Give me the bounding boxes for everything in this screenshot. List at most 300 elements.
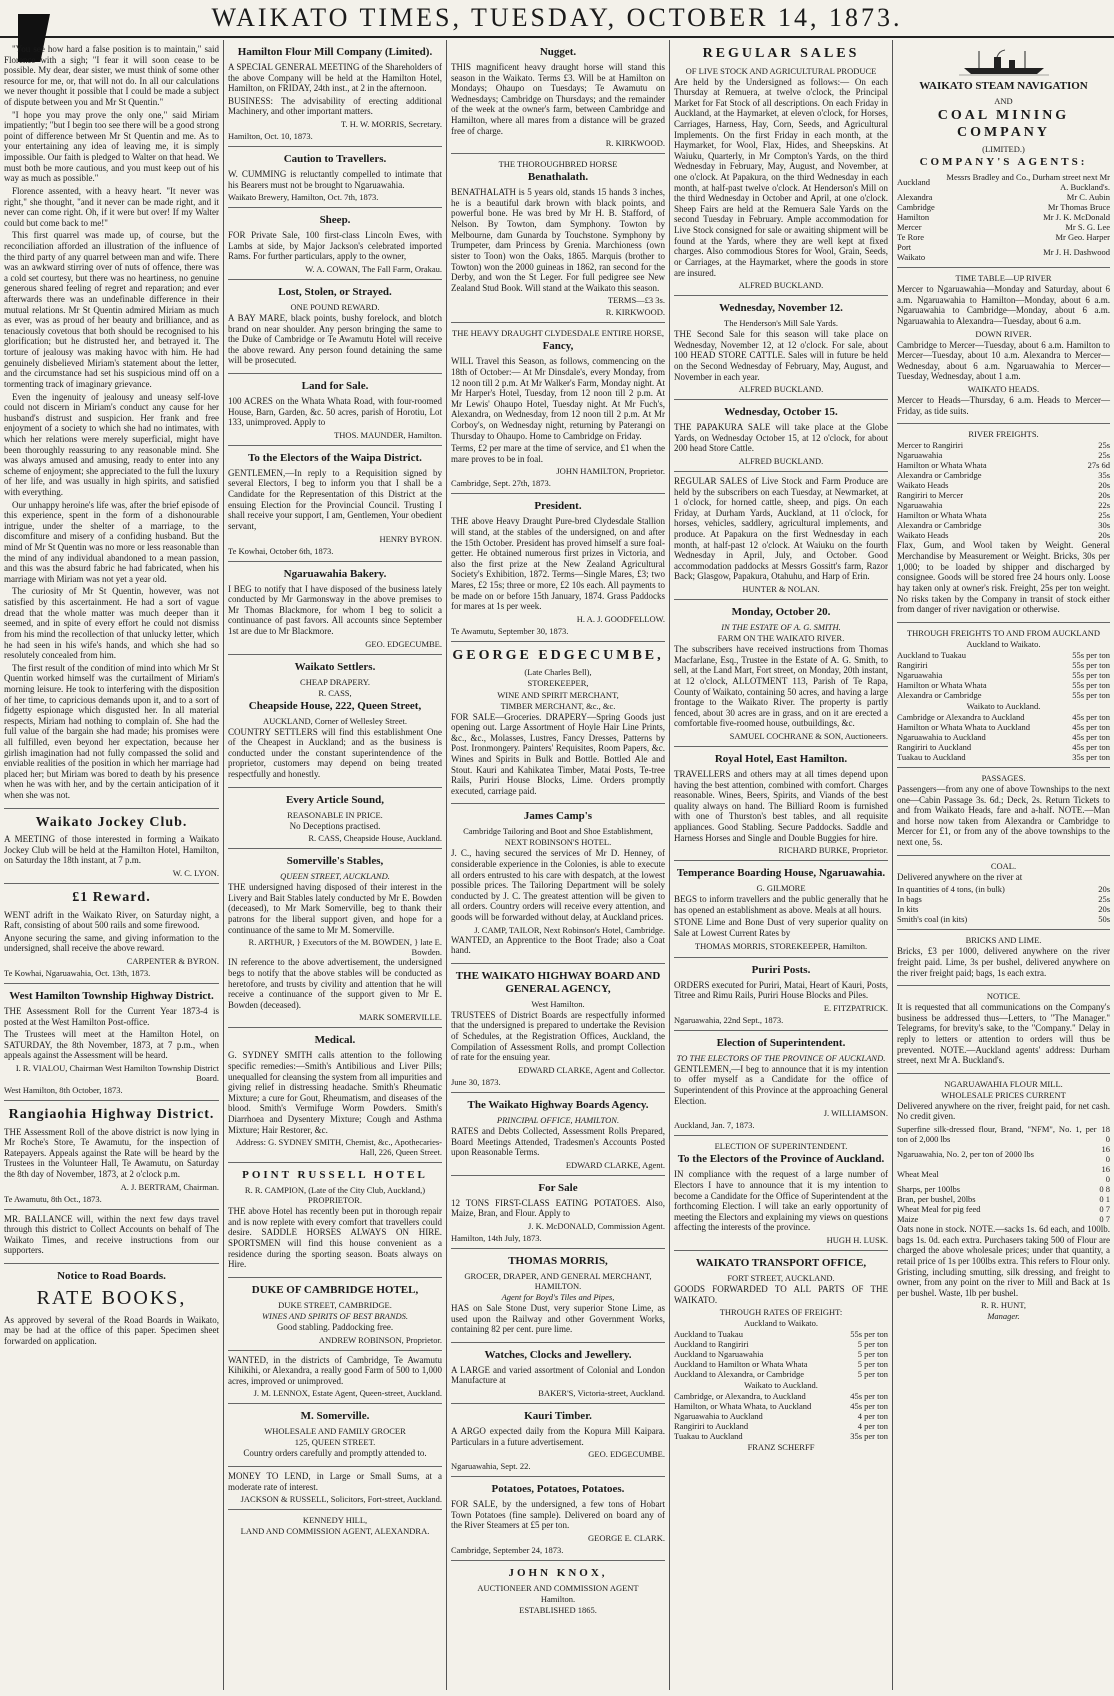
ad-body: The subscribers have received instructions from Thomas Macfarlane, Esq., Trustee in the Estate of A. G. Smith, to sell, at the Land Mart, Fort street, on Monday, 20th instant, at 12 o'clock, ALLOTMENT 113, Parish of Te Rapa, County of Waikato, containing 50 acres, and having a large frontage to the Waikato River. The property is partly fenced, about 30 acres are in grass, and on it are erected a comfortable five-roomed house, outbuildings, &c. xyxy=(674,644,888,729)
ad-heading: Benathalath. xyxy=(527,171,589,184)
table-row xyxy=(674,1359,888,1369)
table-cell-label: Ngaruawahia xyxy=(897,500,943,511)
ad-heading: Watches, Clocks and Jewellery. xyxy=(484,1348,632,1361)
ad-body: FOR SALE—Groceries. DRAPERY—Spring Goods just opening out. Large Assortment of Hoyle Hair Line Prints, &c., &c., Molasses, Lustres, Fancy Dresses, Patterns by Post. Ironmongery. Painters' Requisites, Room Papers, &c. Wines and Spirits in Bulk and Bottle. Bottled Ale and Stout. Kauri and Kahikatea Timber, Matai Posts, Te-tree Rails, Puriri House Blocks, Lime. Orders promptly executed, carriage paid. xyxy=(451,711,665,796)
table-row xyxy=(897,914,1110,924)
ad-body: THE PAPAKURA SALE will take place at the Globe Yards, on Wednesday October 15, at 12 o'clock, for about 200 head Store Cattle. xyxy=(674,422,888,454)
through-freights-table xyxy=(897,650,1110,700)
table-cell-value: 0 7 xyxy=(1099,1214,1110,1225)
table-row xyxy=(897,660,1110,670)
table-cell-value: Mr J. H. Dashwood xyxy=(1043,247,1110,258)
table-cell-value: 22s xyxy=(1098,500,1110,511)
story-paragraph: "You see how hard a false position is to maintain," said Florence with a sigh; "I fear it will soon cease to be possible. My dear, dear sister, we must think of some other resource for me, or, that will not do. In all our calculations we never thought it possible that I could be made a subject of dispute between you and Mr St Quentin." xyxy=(4,44,219,108)
ad-puriri-posts xyxy=(674,958,888,1031)
ad-terms: TERMS—£3 3s. xyxy=(607,295,665,306)
ad-heading: Election of Superintendent. xyxy=(716,1036,846,1049)
ad-body: THE Assessment Roll of the above district is now lying in Mr Roche's Store, Te Awamutu, for the inspection of Ratepayers. Appeals against the Rate will be heard by the Trustees in the Volunteer Hall, Te Awamutu, on Saturday the 8th day of November, 1873, at 2 o'clock p.m. xyxy=(4,1126,219,1180)
ad-signature: CARPENTER & BYRON. xyxy=(126,955,219,966)
ad-jockey-club xyxy=(4,809,219,884)
table-cell-value: 5 per ton xyxy=(857,1349,888,1360)
ad-subheading: THROUGH FREIGHTS TO AND FROM AUCKLAND xyxy=(906,627,1101,638)
ad-subheading: COAL. xyxy=(990,860,1017,871)
table-row xyxy=(897,510,1110,520)
ad-subheading: DUKE STREET, CAMBRIDGE. xyxy=(278,1299,392,1310)
ad-body: BEGS to inform travellers and the public generally that he has opened an establishment as above. Meals at all hours. xyxy=(674,894,888,915)
table-cell-label: Alexandra or Cambridge xyxy=(897,520,982,531)
ad-subheading: NEXT ROBINSON'S HOTEL. xyxy=(504,837,612,848)
serial-story xyxy=(4,40,219,809)
ad-sheep xyxy=(228,208,442,280)
table-cell-label: Ngaruawahia, No. 2, per ton of 2000 lbs xyxy=(897,1149,1034,1160)
ad-kauri-timber xyxy=(451,1404,665,1477)
table-cell-label: Hamilton, or Whata Whata, to Auckland xyxy=(674,1401,812,1412)
ad-body: TRAVELLERS and others may at all times depend upon having the best attention, combined with comfort. Charges reasonable. Wines, Beers, Spirits, and Viands of the best quality always on hand. The Billiard Room is furnished with one of Thurston's best tables, and all requisite appliances. Good Stabling. Secure Paddocks. Saddle and Harness Horses and Single and Double Buggies for hire. xyxy=(674,768,888,843)
ad-body: Passengers—from any one of above Townships to the next one—Cabin Passage 3s. 6d.; Deck, 2s. Return Tickets to and from Waikato Heads, fare and a-half. NOTE.—Man and horse now taken from Alexandra or Cambridge to Mercer for £1, or from any of the above townships to the next one, 5s. xyxy=(897,783,1110,847)
ad-body: I BEG to notify that I have disposed of the business lately conducted by Mr Garmonsway in the above premises to Mr Thomas Blackmore, for whom I beg to solicit a continuance of past favors. All accounts since September 1st are due to Mr Blackmore. xyxy=(228,583,442,636)
ad-passages xyxy=(897,768,1110,856)
table-row xyxy=(897,680,1110,690)
table-row xyxy=(897,520,1110,530)
ad-signature: J. WILLIAMSON. xyxy=(823,1108,888,1119)
ad-signature: GEORGE E. CLARK. xyxy=(588,1533,665,1544)
ad-date: Hamilton, Oct. 10, 1873. xyxy=(228,131,313,142)
table-cell-label: Te Rore xyxy=(897,232,925,243)
table-cell-label: Sharps, per 100lbs xyxy=(897,1184,961,1195)
ad-potatoes-for-sale xyxy=(451,1176,665,1249)
ad-body: No Deceptions practised. xyxy=(289,820,381,831)
table-row xyxy=(897,752,1110,762)
table-cell-value: 50s xyxy=(1098,914,1110,925)
ad-fancy xyxy=(451,323,665,494)
table-row xyxy=(674,1369,888,1379)
ad-signature: HUNTER & NOLAN. xyxy=(742,584,820,595)
ad-body: GOODS FORWARDED TO ALL PARTS OF THE WAIKATO. xyxy=(674,1283,888,1305)
ad-date: West Hamilton, 8th October, 1873. xyxy=(4,1085,123,1096)
ad-body: Good stabling. Paddocking free. xyxy=(276,1321,394,1332)
ad-date: Cambridge, September 24, 1873. xyxy=(451,1545,564,1556)
table-row xyxy=(897,904,1110,914)
table-cell-value: 5 per ton xyxy=(857,1359,888,1370)
table-row xyxy=(897,894,1110,904)
ad-edgecumbe xyxy=(451,642,665,804)
table-row xyxy=(897,212,1110,222)
ad-subheading: RIVER FREIGHTS. xyxy=(968,429,1039,440)
ad-body: FOR Private Sale, 100 first-class Lincoln Ewes, with Lambs at side, by Major Jackson's celebrated imported Rams. For further particulars, apply to the owner, xyxy=(228,230,442,262)
table-row xyxy=(897,1204,1110,1214)
table-cell-label: Auckland to Rangiriri xyxy=(674,1339,749,1350)
ad-notice xyxy=(897,986,1110,1074)
ad-subheading: AND xyxy=(994,95,1013,106)
table-cell-value: 20s xyxy=(1098,530,1110,541)
ad-date: Ngaruawahia, Sept. 22. xyxy=(451,1461,531,1472)
ad-body: A MEETING of those interested in forming a Waikato Jockey Club will be held at the Hamilton Hotel, Hamilton, on Saturday the 18th instant, at 7 p.m. xyxy=(4,834,219,866)
ad-heading: Notice to Road Boards. xyxy=(57,1270,166,1283)
ad-body: W. CUMMING is reluctantly compelled to intimate that his Bearers must not be brought to Ngaruawahia. xyxy=(228,169,442,190)
ad-body: Oats none in stock. NOTE.—sacks 1s. 6d each, and 100lb. bags 1s. 0d. each extra. Purchasers taking 500 of Flour are charged the above wholesale prices; under that quantity, a retail price of 1s per 100lbs extra. This refers to Flour only. Gristing, including smutting, silk dressing, and freight to owner, from any point on the river to Mill and Back at 1s per bushel. Waste, 1lb per bushel. xyxy=(897,1224,1110,1298)
rate-books-banner: RATE BOOKS, xyxy=(36,1287,187,1310)
table-cell-value: 55s per ton xyxy=(1072,649,1110,660)
table-cell-value: 55s per ton xyxy=(850,1329,888,1340)
ad-highway-agency xyxy=(451,1093,665,1176)
ad-nugget xyxy=(451,40,665,154)
ad-heading: GEORGE EDGECUMBE, xyxy=(452,647,664,663)
ad-heading: Kauri Timber. xyxy=(524,1410,592,1423)
story-paragraph: The first result of the condition of mind into which Mr St Quentin worked himself was the curtailment of Miriam's morning leisure. He took to interfering with the disposition of her time, to capricious demands upon it, and to a sort of fidgetty espionage which disgusted her. In all material respects, Miriam had nothing to complain of. She had the full value of the bargain she had made; his promises were all fulfilled, even beyond her expectation, because her girlish imagination had not fully compassed the solid and enviable realities of the position in which her marriage had placed her; but Miriam was bored to death by his presence when he was with her, and by the certain anticipation of it when she was not. xyxy=(4,662,219,801)
ad-rangiaohia xyxy=(4,1101,219,1210)
ad-subheading: R. CASS, xyxy=(318,687,352,698)
table-cell-label: Alexandra or Cambridge xyxy=(897,689,982,700)
ad-every-article xyxy=(228,788,442,850)
ad-date: Te Kowhai, Ngaruawahia, Oct. 13th, 1873. xyxy=(4,967,151,978)
ad-money xyxy=(228,1467,442,1510)
ad-signature: JACKSON & RUSSELL, Solicitors, Fort-street, Auckland. xyxy=(240,1494,442,1505)
ad-date: Te Awamutu, 8th Oct., 1873. xyxy=(4,1193,102,1204)
ad-subheading: CHEAP DRAPERY. xyxy=(300,676,370,687)
table-cell-label: Superfine silk-dressed flour, Brand, "NFM", No. 1, per ton of 2,000 lbs xyxy=(897,1124,1097,1145)
ad-heading: Every Article Sound, xyxy=(285,793,385,806)
table-cell-label: Alexandra or Cambridge xyxy=(897,470,982,481)
table-row xyxy=(897,1164,1110,1184)
ad-river-freights xyxy=(897,424,1110,622)
table-row xyxy=(897,222,1110,232)
column-3 xyxy=(446,40,669,1690)
ad-body: A BAY MARE, black points, bushy forelock, and blotch brand on near shoulder. Any person bringing the same to the Duke of Cambridge or Te Awamutu Hotel will receive the above reward. Any person found detaining the same will be prosecuted. xyxy=(228,313,442,366)
table-cell-label: Ngaruawahia to Auckland xyxy=(897,731,986,742)
ad-subheading: AUCTIONEER AND COMMISSION AGENT xyxy=(477,1583,639,1594)
ad-body: TRUSTEES of District Boards are respectfully informed that the undersigned is prepared to undertake the Revision of Schedules, at the Registration Offices, Auckland, the Compilation of Assessment Rolls, and prompt Collection of rate for the ensuing year. xyxy=(451,1009,665,1063)
ad-subheading: (Late Charles Bell), xyxy=(524,667,592,678)
table-row xyxy=(674,1349,888,1359)
table-cell-label: Waikato Heads xyxy=(897,530,949,541)
ad-body: IN reference to the above advertisement, the undersigned begs to notify that the above stables will be conducted as heretofore, and trusts by civility and attention that he will receive a continuance of the support given to Mr E. Bowden (deceased). xyxy=(228,957,442,1010)
ad-body: Flax, Gum, and Wool taken by Weight. General Merchandise by Measurement or Weight. Bricks, 30s per 1,000; to be loaded by shipper and discharged by consignee. Goods will be stored free 24 hours only. Loose hay taken only at owner's risk. Freight, 25s per ton weight. No risks taken by the Company in transit of stock either from danger of river navigation or otherwise. xyxy=(897,540,1110,615)
ad-subheading: PRINCIPAL OFFICE, HAMILTON. xyxy=(496,1114,620,1125)
ad-subheading: ELECTION OF SUPERINTENDENT. xyxy=(714,1141,848,1152)
ad-body: THIS magnificent heavy draught horse will stand this season in the Waikato. Terms £3. Will be at Hamilton on Mondays; Ohaupo on Tuesdays; Te Awamutu on Wednesdays; Cambridge on Thursdays; and the remainder of the week at the owner's farm, between Cambridge and Hamilton, where all mares from a distance will be grazed free of charge. xyxy=(451,61,665,136)
ad-kennedy-hill xyxy=(228,1510,442,1542)
table-row xyxy=(897,490,1110,500)
ad-through-freights xyxy=(897,623,1110,768)
flour-prices-table xyxy=(897,1124,1110,1224)
ad-body: As approved by several of the Road Boards in Waikato, may be had at the office of this paper. Specimen sheet forwarded on application. xyxy=(4,1314,219,1346)
ad-signature: R. KIRKWOOD. xyxy=(605,307,665,318)
agents-table xyxy=(897,172,1110,262)
ad-subheading: TIME TABLE—UP RIVER xyxy=(955,273,1052,284)
table-cell-value: 20s xyxy=(1098,884,1110,895)
table-cell-value: 27s 6d xyxy=(1087,460,1110,471)
ad-signature: R. KIRKWOOD. xyxy=(605,138,665,149)
column-2 xyxy=(223,40,446,1690)
ad-subheading: WAIKATO HEADS. xyxy=(967,384,1040,395)
ad-heading: WAIKATO TRANSPORT OFFICE, xyxy=(695,1257,867,1269)
ad-subheading: WHOLESALE AND FAMILY GROCER xyxy=(264,1426,406,1437)
ad-highway-board xyxy=(451,964,665,1093)
ad-heading: Hamilton Flour Mill Company (Limited). xyxy=(237,46,433,58)
story-paragraph: The curiosity of Mr St Quentin, however, was not satisfied by this ascertainment. He had a sort of vague dread that the whole matter was much deeper than it seemed, and in spite of every effort he could not dismiss from his mind the recollection of that unlucky letter, which he had seen in his wife's hands, and which she had so resolutely concealed from him. xyxy=(4,586,219,661)
ad-land xyxy=(228,374,442,446)
ad-signature: I. R. VIALOU, Chairman West Hamilton Township District Board. xyxy=(15,1063,219,1084)
ad-body: A LARGE and varied assortment of Colonial and London Manufacture at xyxy=(451,1364,665,1386)
table-row xyxy=(897,1194,1110,1204)
table-cell-value: 55s per ton xyxy=(1072,689,1110,700)
ad-body: BUSINESS: The advisability of erecting additional Machinery, and other important matters. xyxy=(228,95,442,117)
table-cell-label: Auckland to Hamilton or Whata Whata xyxy=(674,1359,808,1370)
ad-heading: Monday, October 20. xyxy=(731,606,831,619)
table-row xyxy=(897,670,1110,680)
table-row xyxy=(897,202,1110,212)
ad-subheading: The Henderson's Mill Sale Yards. xyxy=(724,318,838,329)
table-row xyxy=(897,1124,1110,1144)
table-row xyxy=(897,690,1110,700)
table-cell-label: Ngaruawahia xyxy=(897,669,943,680)
ad-heading: The Waikato Highway Boards Agency. xyxy=(467,1098,649,1111)
table-cell-value: 55s per ton xyxy=(1072,679,1110,690)
ad-heading: For Sale xyxy=(538,1181,578,1194)
ad-lost xyxy=(228,280,442,374)
table-cell-label: Rangiriri to Mercer xyxy=(897,490,964,501)
ad-signature: BAKER'S, Victoria-street, Auckland. xyxy=(538,1388,665,1399)
ad-body: GENTLEMEN,—I beg to announce that it is my intention to offer myself as a Candidate for the office of Superintendent of this Province at the approaching General Election. xyxy=(674,1063,888,1106)
ad-signature: R. R. HUNT, xyxy=(981,1300,1026,1311)
ad-flour-mill-prices xyxy=(897,1074,1110,1328)
table-row xyxy=(674,1421,888,1431)
ad-heading: To the Electors of the Waipa District. xyxy=(248,451,422,464)
table-cell-value: 0 7 xyxy=(1099,1204,1110,1215)
table-cell-label: Wheat Meal for pig feed xyxy=(897,1204,981,1215)
story-paragraph: Even the ingenuity of jealousy and uneasy self-love could not discern in Miriam's conduct any cause for her husband's distrust and suspicion. Her frank and free enjoyment of a society to which she had no intimates, with which her relations were merely superficial, might have been thoroughly reassuring to any reasonable mind. She was always amused and amusing, ready to enter into any scheme of enjoyment; she appreciated to the full the luxury of her life, and was usually in high spirits, and satisfied with everything. xyxy=(4,391,219,497)
ad-body: HAS on Sale Stone Dust, very superior Stone Lime, as used upon the Railway and other Government Works, containing 82 per cent. pure lime. xyxy=(451,1303,665,1335)
ad-subheading: IN THE ESTATE OF A. G. SMITH. xyxy=(721,622,841,633)
table-cell-value: 20s xyxy=(1098,480,1110,491)
ad-body: THE above Heavy Draught Pure-bred Clydesdale Stallion will stand, at the stables of the undersigned, on and after the 15th October. President has proved himself a sure foal-getter. He obtained numerous first prizes in Victoria, and also the first prize at the New Zealand Agricultural Society's Exhibition, 1872. Terms—Single Mares, £3; two Mares, £2 15s; three or more, £2 10s each. All payments to be made on or before 15th January, 1874. Grass Paddocks for mares at 1s per week. xyxy=(451,516,665,612)
table-row xyxy=(897,242,1110,262)
table-cell-label: Auckland xyxy=(897,177,931,187)
table-cell-value: 20s xyxy=(1098,490,1110,501)
table-row xyxy=(674,1339,888,1349)
ad-body: Bricks, £3 per 1000, delivered anywhere on the river freight paid. Lime, 3s per bushel, delivered anywhere on the river freight paid; bags, 1s each extra. xyxy=(897,946,1110,978)
ad-body: Delivered anywhere on the river, freight paid, for net cash. No credit given. xyxy=(897,1100,1110,1122)
ad-heading: Ngaruawahia Bakery. xyxy=(283,567,387,580)
table-row xyxy=(897,232,1110,242)
ad-body: The Trustees will meet at the Hamilton Hotel, on SATURDAY, the 8th November, 1873, at 7 p.m., when appeals against the Assessment will be heard. xyxy=(4,1029,219,1061)
table-cell-label: Ngaruawahia to Auckland xyxy=(674,1411,763,1422)
table-row xyxy=(897,884,1110,894)
table-row xyxy=(897,172,1110,192)
ad-settlers xyxy=(228,655,442,788)
ad-heading: Caution to Travellers. xyxy=(283,153,387,166)
ad-subheading: ESTABLISHED 1865. xyxy=(519,1605,597,1616)
ad-heading: Lost, Stolen, or Strayed. xyxy=(278,286,392,299)
ad-heading: Cheapside House, 222, Queen Street, xyxy=(248,699,422,712)
ad-transport-office xyxy=(674,1251,888,1458)
ad-duke-cambridge xyxy=(228,1278,442,1351)
table-cell-value: 45s per ton xyxy=(1072,721,1110,732)
ad-body: WILL Travel this Season, as follows, commencing on the 18th of October:— At Mr Dinsdale's, every Monday, from 12 noon till 2 p.m. At Mr Walker's Farm, Monday night. At Mr Harper's Hotel, Tuesday, from 12 noon till 2 p.m. At Mr Lewis' Ohaupo Hotel, Tuesday night. At Mr Fuch's, Alexandra, on Wednesday, from 12 noon till 2 p.m. At Mr Corboy's, on Wednesday night, returning by Paterangi on Thursday to Ohaupo. Home to Cambridge on Friday. xyxy=(451,356,665,441)
ad-date: Te Awamutu, September 30, 1873. xyxy=(451,625,569,636)
transport-rates-table xyxy=(674,1391,888,1441)
table-cell-value: 55s per ton xyxy=(1072,669,1110,680)
ad-subheading: Waikato to Auckland. xyxy=(966,700,1041,711)
table-cell-value: 20s xyxy=(1098,904,1110,915)
ad-body: A SPECIAL GENERAL MEETING of the Shareholders of the above Company will be held at the Hamilton Hotel, Hamilton, on FRIDAY, 24th inst., at 2 in the afternoon. xyxy=(228,61,442,94)
ad-body: BENATHALATH is 5 years old, stands 15 hands 3 inches, he is a beautiful dark brown with black points, and powerful bone. He was bred by Mr H. B. Stafford, of Nelson. By Towton, dam Symphony. Towton by Melbourne, dam Gunarda by Touchstone. Symphony by Trumpeter, dam Princess by Grenia. Marchioness (own sister to Toon) won the Oaks, 1865. Marquis (brother to Towton) won the 2000 guineas in 1862, ran second for the Derby, and won the St Leger. For full pedigree see New Zealand Stud Book. Will stand at the Waikato this season. xyxy=(451,187,665,293)
table-cell-label: In kits xyxy=(897,904,919,915)
ad-heading: Nugget. xyxy=(539,46,577,58)
table-cell-value: 18 0 xyxy=(1101,1124,1110,1145)
ad-date: Waikato Brewery, Hamilton, Oct. 7th, 1873. xyxy=(228,192,379,203)
table-row xyxy=(674,1329,888,1339)
ad-rate-books xyxy=(4,1264,219,1353)
table-cell-label: Cambridge xyxy=(897,202,935,213)
ad-signature: Manager. xyxy=(987,1311,1020,1322)
ad-heading: Medical. xyxy=(314,1034,356,1047)
ad-potatoes xyxy=(451,1477,665,1561)
ad-subheading: QUEEN STREET, AUCKLAND. xyxy=(280,871,390,882)
ad-subheading: WHOLESALE PRICES CURRENT xyxy=(941,1089,1066,1100)
ad-subheading: FORT STREET, AUCKLAND. xyxy=(727,1272,835,1283)
ad-travellers xyxy=(228,147,442,208)
table-cell-label: Rangiriri to Auckland xyxy=(674,1421,749,1432)
ad-heading: THE WAIKATO HIGHWAY BOARD AND GENERAL AGENCY, xyxy=(455,969,661,995)
ad-heading: Waikato Jockey Club. xyxy=(35,814,188,830)
table-cell-value: 5 per ton xyxy=(857,1369,888,1380)
table-row xyxy=(897,500,1110,510)
table-row xyxy=(897,192,1110,202)
ad-subheading: Agent for Boyd's Tiles and Pipes, xyxy=(501,1291,615,1302)
table-cell-value: 45s per ton xyxy=(1072,711,1110,722)
table-row xyxy=(897,650,1110,660)
ad-heading: Royal Hotel, East Hamilton. xyxy=(714,752,848,765)
table-cell-label: Tuakau to Auckland xyxy=(674,1431,743,1442)
ad-body: WANTED, in the districts of Cambridge, Te Awamutu Kihikihi, or Alexandra, a really good Farm of 500 to 1,000 acres, improved or unimproved. xyxy=(228,1354,442,1386)
ad-heading: Somerville's Stables, xyxy=(286,855,384,868)
ad-signature: T. H. W. MORRIS, Secretary. xyxy=(340,119,442,130)
ad-heading: Waikato Settlers. xyxy=(294,660,376,673)
column-1 xyxy=(0,40,223,1690)
ad-heading: Wednesday, November 12. xyxy=(719,302,843,315)
table-row xyxy=(897,470,1110,480)
ad-date: Hamilton, 14th July, 1873. xyxy=(451,1232,542,1243)
ad-body: Are held by the Undersigned as follows:— On each Thursday at Remuera, at twelve o'clock, the Principal Market for Fat Stock of all descriptions. On each Friday in Auckland, at the Haymarket, at eleven o'clock, for Horses, Carriages, Harness, Hay, Corn, Seeds, and Agricultural Implements. On the first Friday in each month, at the Haymarket, for Wool, Flax, Hides, and Sheepskins. At Waiuku, Quarterly, in Mr Compton's Yards, on the third Wednesday in February, May, August, and November, at one o'clock. At Papakura, on the third Wednesday in each month, at half-past twelve o'clock. At Henderson's Mill on the third Wednesday in October and April, at one o'clock. Sheep Fairs are held at the Remuera Sale Yards on the second Tuesday in February. Ample accommodation for Live Stock consigned for sale or awaiting shipment will be found at the Yards, where they are well kept at fixed charges. Also commodious Stores for Wool, Grain, Seeds, or Carriages, at the Haymarket, where the goods in store are insured. xyxy=(674,76,888,278)
ad-signature: E. FITZPATRICK. xyxy=(823,1002,888,1013)
ad-body: STONE Lime and Bone Dust of very superior quality on Sale at Lowest Current Rates by xyxy=(674,917,888,939)
ad-body: RATES and Debts Collected, Assessment Rolls Prepared, Board Meetings Attended, Tradesmen's Accounts Posted upon Reasonable Terms. xyxy=(451,1125,665,1158)
table-cell-value: 25s xyxy=(1098,440,1110,451)
ad-body: GENTLEMEN,—In reply to a Requisition signed by several Electors, I beg to inform you that I shall be a Candidate for the Representation of this District at the ensuing Election for the Provincial Council. Trusting I shall receive your support, I am, Gentlemen, Your obedient servant, xyxy=(228,467,442,531)
ad-date: Ngaruawahia, 22nd Sept., 1873. xyxy=(674,1014,784,1025)
table-cell-value: Messrs Bradley and Co., Durham street next Mr A. Buckland's. xyxy=(946,172,1110,193)
ad-bricks-lime xyxy=(897,930,1110,986)
ad-coal xyxy=(897,856,1110,931)
table-cell-label: In quantities of 4 tons, (in bulk) xyxy=(897,884,1005,895)
ad-signature: R. CASS, Cheapside House, Auckland. xyxy=(308,833,442,844)
table-cell-value: 16 0 xyxy=(1101,1164,1110,1185)
ad-subheading: OF LIVE STOCK AND AGRICULTURAL PRODUCE xyxy=(685,65,877,76)
ad-heading: COAL MINING COMPANY xyxy=(937,107,1070,140)
table-cell-label: Port Waikato xyxy=(897,242,926,263)
table-row xyxy=(897,440,1110,450)
ad-heading: Fancy, xyxy=(542,340,574,353)
table-cell-label: Auckland to Alexandra, or Cambridge xyxy=(674,1369,805,1380)
ad-subheading: NGARUAWAHIA FLOUR MILL. xyxy=(944,1078,1063,1089)
table-cell-label: Wheat Meal xyxy=(897,1169,939,1180)
table-cell-value: 45s per ton xyxy=(850,1391,888,1402)
ad-subheading: WINES AND SPIRITS OF BEST BRANDS. xyxy=(261,1310,409,1321)
ad-body: Cambridge to Mercer—Tuesday, about 6 a.m. Hamilton to Mercer—Tuesday, about 10 a.m. Alexandra to Mercer—Wednesday, about 6 a.m. Ngaruawahia to Mercer—Tuesday, Wednesday, about 1 a.m. xyxy=(897,339,1110,382)
table-cell-value: 35s xyxy=(1098,470,1110,481)
ad-signature: J. M. LENNOX, Estate Agent, Queen-street, Auckland. xyxy=(253,1388,442,1399)
table-cell-value: 4 per ton xyxy=(857,1421,888,1432)
ad-heading: Temperance Boarding House, Ngaruawahia. xyxy=(676,867,886,880)
ad-subheading: GROCER, DRAPER, AND GENERAL MERCHANT, HAMILTON. xyxy=(464,1270,652,1291)
ad-subheading: THE THOROUGHBRED HORSE xyxy=(498,159,618,170)
ad-time-table xyxy=(897,268,1110,424)
ad-body: WANTED, an Apprentice to the Boot Trade; also a Coat hand. xyxy=(451,934,665,956)
table-row xyxy=(674,1431,888,1441)
ad-heading: West Hamilton Township Highway District. xyxy=(9,990,214,1002)
ad-body: Anyone securing the same, and giving information to the undersigned, shall receive the above reward. xyxy=(4,932,219,954)
ad-signature: EDWARD CLARKE, Agent. xyxy=(565,1159,665,1170)
ad-body: COUNTRY SETTLERS will find this establishment One of the Cheapest in Auckland; and as the business is conducted under the constant superintendence of the proprietor, customers may depend on being treated respectfully and honestly. xyxy=(228,726,442,780)
ad-subheading: Hamilton. xyxy=(540,1594,576,1605)
ad-subheading: TIMBER MERCHANT, &c., &c. xyxy=(500,700,616,711)
ad-hunter-nolan xyxy=(674,472,888,600)
ad-ballance xyxy=(4,1210,219,1264)
steamship-icon xyxy=(959,48,1049,76)
ad-subheading: West Hamilton. xyxy=(531,998,585,1009)
ad-subheading: WINE AND SPIRIT MERCHANT, xyxy=(497,689,619,700)
ad-body: 12 TONS FIRST-CLASS EATING POTATOES. Also, Maize, Bran, and Flour. Apply to xyxy=(451,1197,665,1219)
ad-signature: RICHARD BURKE, Proprietor. xyxy=(778,845,888,856)
ad-signature: W. A. COWAN, The Fall Farm, Orakau. xyxy=(305,264,442,275)
ad-james-camp xyxy=(451,804,665,964)
table-cell-value: Mr S. G. Lee xyxy=(1065,222,1110,233)
ad-date: Te Kowhai, October 6th, 1873. xyxy=(228,545,334,556)
table-row xyxy=(897,742,1110,752)
ad-subheading: BRICKS AND LIME. xyxy=(965,935,1042,946)
table-cell-label: Auckland to Tuakau xyxy=(897,649,966,660)
ad-subheading: THE HEAVY DRAUGHT CLYDESDALE ENTIRE HORSE, xyxy=(452,328,664,339)
ad-heading: £1 Reward. xyxy=(72,890,151,906)
ad-watches xyxy=(451,1343,665,1404)
ad-heading: WAIKATO STEAM NAVIGATION xyxy=(919,80,1088,92)
ad-signature: R. ARTHUR, } Executors of the M. BOWDEN, } late E. Bowden. xyxy=(248,937,442,958)
ad-body: WENT adrift in the Waikato River, on Saturday night, a Raft, consisting of about 500 rails and some firewood. xyxy=(4,909,219,931)
ad-body: REGULAR SALES of Live Stock and Farm Produce are held by the subscribers on each Tuesday, at Newmarket, at 1 o'clock, for horned cattle, sheep, and pigs. On each Friday, at Durham Yards, Auckland, at 11 o'clock, for horses, vehicles, saddlery, agricultural implements, and produce. At Papakura on the first Wednesday in each month, at half-past 12 o'clock. At Waiuku on the fourth Wednesday in April, July, and October. Good accommodation paddocks at Messrs Gossitt's farm, Razor Back; Glasgow, Papakura, Otahuhu, and Harp of Erin. xyxy=(674,475,888,582)
ad-point-russell xyxy=(228,1163,442,1278)
table-cell-label: Alexandra xyxy=(897,192,933,203)
ad-body: Country orders carefully and promptly attended to. xyxy=(243,1448,427,1459)
ad-body: FOR SALE, by the undersigned, a few tons of Hobart Town Potatoes (fine sample). Delivered on board any of the River Steamers at £5 per ton. xyxy=(451,1499,665,1531)
ad-thomas-morris xyxy=(451,1249,665,1343)
table-cell-value: 35s per ton xyxy=(1072,751,1110,762)
ad-bakery xyxy=(228,562,442,655)
ad-body: ORDERS executed for Puriri, Matai, Heart of Kauri, Posts, Titree and Rimu Rails, Puriri House Blocks and Piles. xyxy=(674,979,888,1001)
column-4 xyxy=(669,40,892,1690)
table-cell-value: 16 0 xyxy=(1101,1144,1110,1165)
coal-prices-table xyxy=(897,884,1110,924)
table-row xyxy=(897,712,1110,722)
river-freights-table xyxy=(897,440,1110,540)
ad-body: It is requested that all communications on the Company's business be addressed thus—Letters, to "The Manager." Telegrams, for brevity's sake, to the "Company." Delay in reply to letters or attention to orders will thus be prevented. NOTE.—Auckland agents' address: Durham street, next Mr A. Buckland's. xyxy=(897,1002,1110,1066)
ad-signature: MARK SOMERVILLE. xyxy=(359,1012,442,1023)
ad-body: Terms, £2 per mare at the time of service, and £1 when the mare proves to be in foal. xyxy=(451,443,665,464)
ad-subheading: G. GILMORE xyxy=(756,883,806,894)
ad-heading: M. Somerville. xyxy=(300,1410,370,1423)
ad-subheading: NOTICE. xyxy=(986,991,1021,1002)
ad-subheading: Auckland to Waikato. xyxy=(966,638,1041,649)
ad-medical xyxy=(228,1028,442,1163)
